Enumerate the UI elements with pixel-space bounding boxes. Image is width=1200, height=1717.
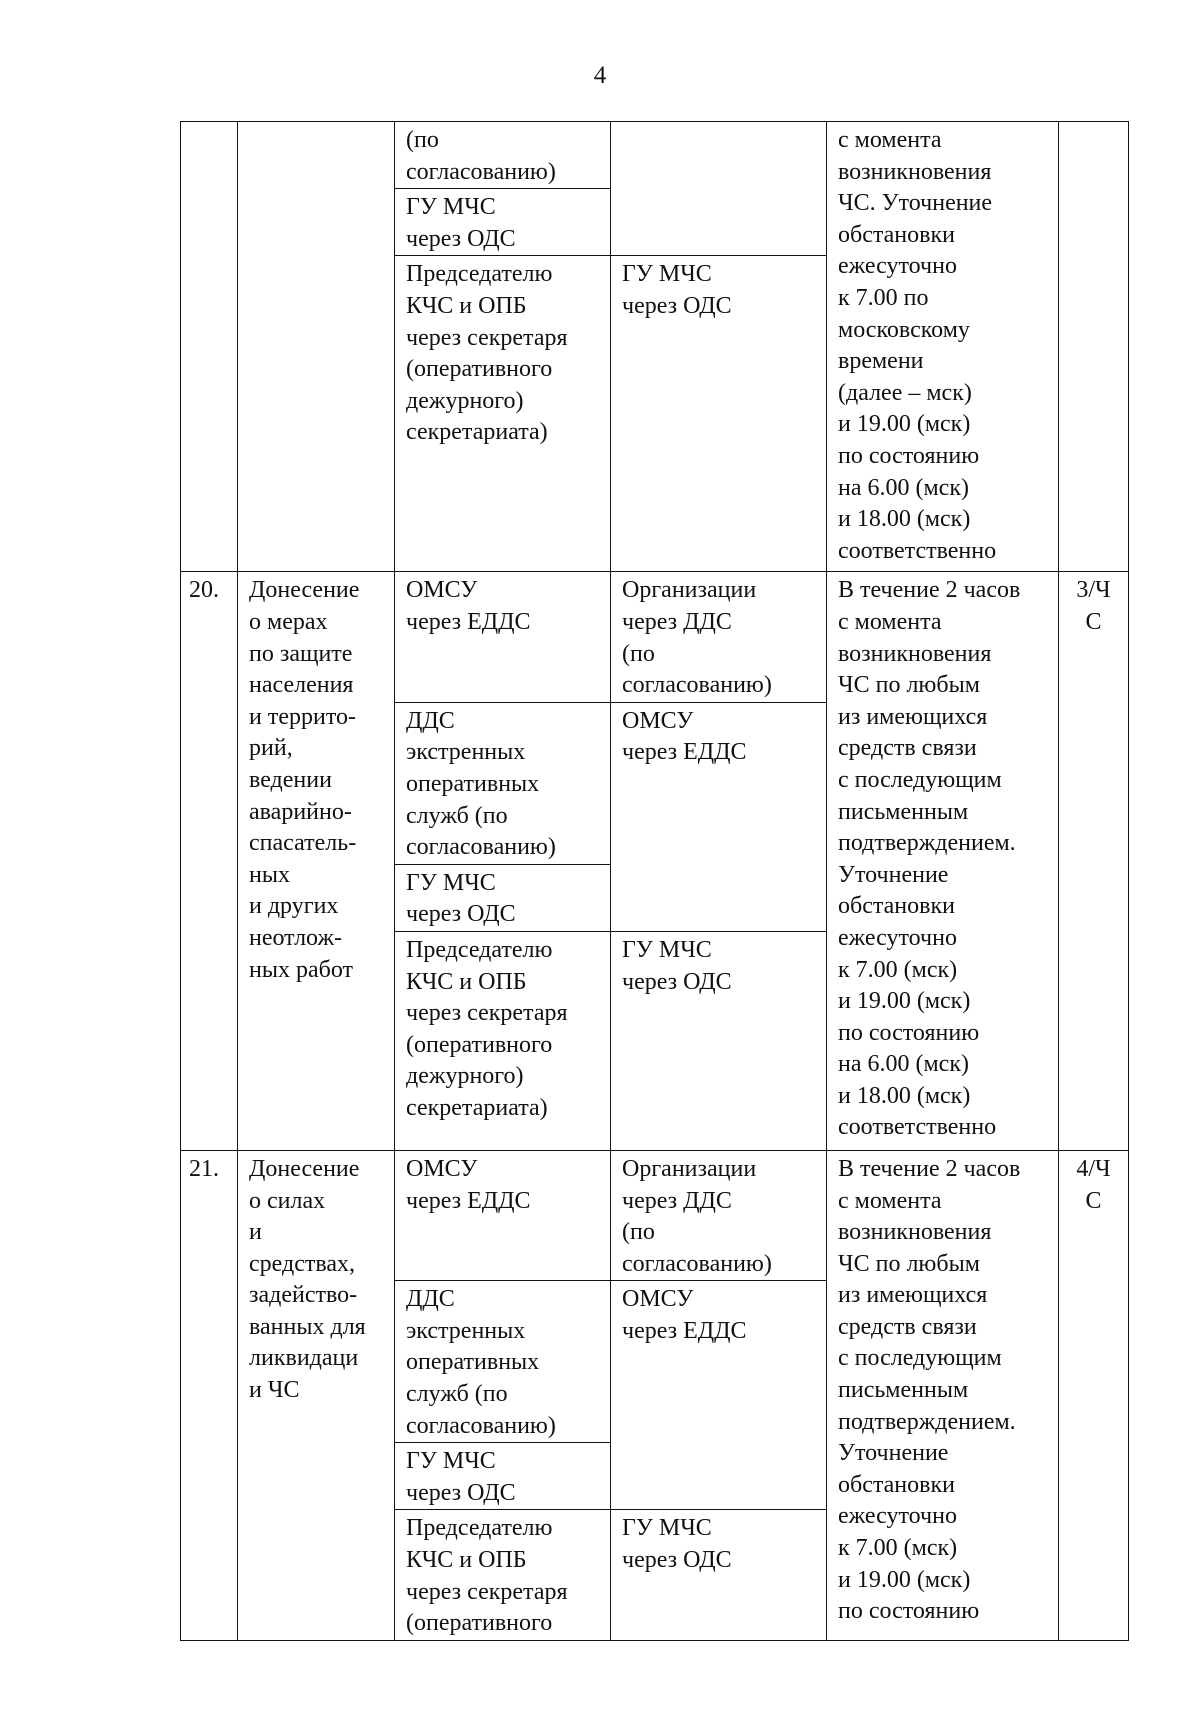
recipient-cell: Организации через ДДС (по согласованию) [611, 1150, 827, 1280]
report-title-cell: Донесение о мерах по защите населения и террито- рий, ведении аварийно- спасатель- ных и других неотлож- ных работ [238, 572, 395, 1151]
code-cell: 4/Ч С [1059, 1150, 1129, 1640]
recipient-cell: ГУ МЧС через ОДС [611, 1510, 827, 1640]
sender-cell: ОМСУ через ЕДДС [395, 1150, 611, 1280]
recipient-cell: ОМСУ через ЕДДС [611, 702, 827, 931]
table-row [181, 1150, 1129, 1280]
table-row [181, 122, 1129, 189]
recipient-cell: ОМСУ через ЕДДС [611, 1281, 827, 1510]
report-title-cell [238, 122, 395, 572]
sender-cell: ДДС экстренных оперативных служб (по согласованию) [395, 1281, 611, 1443]
page-number: 4 [593, 62, 607, 89]
code-cell [1059, 122, 1129, 572]
sender-cell: Председателю КЧС и ОПБ через секретаря (оперативного [395, 1510, 611, 1640]
recipient-cell [611, 122, 827, 256]
report-table [180, 121, 1129, 1641]
recipient-cell: Организации через ДДС (по согласованию) [611, 572, 827, 702]
sender-cell: (по согласованию) [395, 122, 611, 189]
deadline-cell: с момента возникновения ЧС. Уточнение обстановки ежесуточно к 7.00 по московскому времени (далее – мск) и 19.00 (мск) по состоянию на 6.00 (мск) и 18.00 (мск) соответственно [827, 122, 1059, 572]
sender-cell: ДДС экстренных оперативных служб (по согласованию) [395, 702, 611, 864]
sender-cell: ГУ МЧС через ОДС [395, 864, 611, 931]
sender-cell: ОМСУ через ЕДДС [395, 572, 611, 702]
sender-cell: Председателю КЧС и ОПБ через секретаря (оперативного дежурного) секретариата) [395, 256, 611, 572]
deadline-cell: В течение 2 часов с момента возникновения ЧС по любым из имеющихся средств связи с последующим письменным подтверждением. Уточнение обстановки ежесуточно к 7.00 (мск) и 19.00 (мск) по состоянию [827, 1150, 1059, 1640]
table-row [181, 572, 1129, 702]
report-title-cell: Донесение о силах и средствах, задейство- ванных для ликвидаци и ЧС [238, 1150, 395, 1640]
sender-cell: ГУ МЧС через ОДС [395, 189, 611, 256]
code-cell: 3/Ч С [1059, 572, 1129, 1151]
sender-cell: Председателю КЧС и ОПБ через секретаря (оперативного дежурного) секретариата) [395, 931, 611, 1150]
item-number-cell [181, 122, 238, 572]
sender-cell: ГУ МЧС через ОДС [395, 1443, 611, 1510]
deadline-cell: В течение 2 часов с момента возникновения ЧС по любым из имеющихся средств связи с последующим письменным подтверждением. Уточнение обстановки ежесуточно к 7.00 (мск) и 19.00 (мск) по состоянию на 6.00 (мск) и 18.00 (мск) соответственно [827, 572, 1059, 1151]
item-number-cell: 21. [181, 1150, 238, 1640]
recipient-cell: ГУ МЧС через ОДС [611, 256, 827, 572]
recipient-cell: ГУ МЧС через ОДС [611, 931, 827, 1150]
item-number-cell: 20. [181, 572, 238, 1151]
